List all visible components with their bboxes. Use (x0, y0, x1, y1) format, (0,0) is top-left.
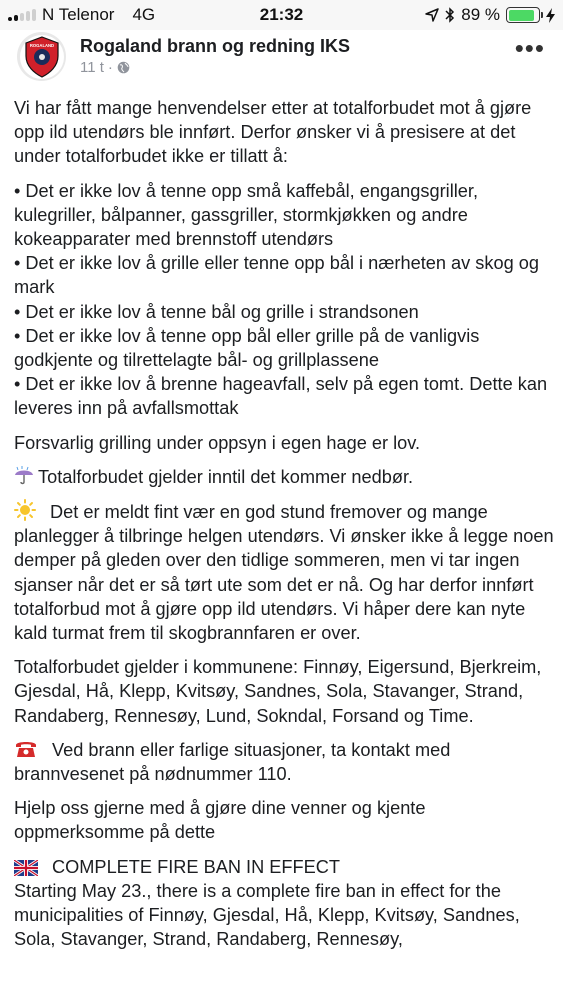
municipalities-paragraph: Totalforbudet gjelder i kommunene: Finnøy, Eigersund, Bjerkreim, Gjesdal, Hå, Klepp, Kvitsøy, Sandnes, Sola, Stavanger, Strand, Randaberg, Rennesøy, Lund, Sokndal, Forsand og Time. (14, 657, 542, 726)
uk-flag-icon (14, 860, 38, 876)
english-heading-line (14, 855, 554, 879)
more-options-button[interactable]: ••• (514, 33, 545, 63)
globe-icon (117, 61, 130, 74)
meta-separator: · (107, 59, 113, 76)
intro-paragraph: Vi har fått mange henvendelser etter at totalforbudet mot å gjøre opp ild utendørs ble innført. Derfor ønsker vi å presisere at det under totalforbudet ikke er tillatt å: (14, 98, 532, 167)
battery-percent: 89 % (461, 5, 500, 24)
sun-paragraph (14, 499, 554, 645)
umbrella-icon (14, 466, 34, 486)
bullet-item: • Det er ikke lov å tenne bål og grille i strandsonen (14, 301, 419, 322)
post-body (14, 96, 554, 952)
rain-text: Totalforbudet gjelder inntil det kommer nedbør. (38, 466, 414, 487)
carrier-name: N Telenor (42, 5, 115, 24)
fire-department-logo-icon (19, 34, 65, 80)
sun-text: Det er meldt fint vær en god stund fremover og mange planlegger å tilbringe helgen utendørs. Vi ønsker ikke å legge noen demper på gleden over den tidlige sommeren, men vi tar ingen sjanser når det er så tørt ute som det er nå. Og har derfor innført totalforbud mot å gjøre opp ild utendørs. Vi håper dere kan nyte kald turmat frem til skogbrannfaren er over. (14, 502, 554, 644)
bluetooth-icon (445, 7, 455, 23)
bullet-item: • Det er ikke lov å grille eller tenne opp bål i nærheten av skog og mark (14, 253, 540, 298)
network-type: 4G (132, 5, 156, 24)
bullet-item: • Det er ikke lov å tenne opp bål eller grille på de vanligvis godkjente og tilrettelagte bål- og grillplassene (14, 325, 480, 371)
post-header (0, 30, 563, 90)
battery-icon (506, 7, 540, 23)
grilling-note: Forsvarlig grilling under oppsyn i egen hage er lov. (14, 432, 421, 453)
rain-line (14, 465, 554, 489)
page-avatar[interactable] (17, 32, 66, 81)
charging-bolt-icon (546, 8, 555, 23)
bullet-item: • Det er ikke lov å brenne hageavfall, selv på egen tomt. Dette kan leveres inn på avfallsmottak (14, 374, 548, 419)
telephone-icon (14, 739, 38, 759)
phone-text: Ved brann eller farlige situasjoner, ta kontakt med brannvesenet på nødnummer 110. (14, 739, 451, 785)
status-bar (0, 0, 563, 30)
sun-icon (14, 499, 36, 521)
post-timestamp[interactable]: 11 t (80, 59, 104, 76)
bullet-item: • Det er ikke lov å tenne opp små kaffebål, engangsgriller, kulegriller, bålpanner, gassgriller, stormkjøkken og andre kokeapparater med brennstoff utendørs (14, 180, 479, 250)
logo-lettering: ROGALAND (29, 42, 54, 48)
post-meta (80, 59, 130, 76)
clock: 21:32 (259, 5, 304, 24)
status-right (425, 5, 555, 25)
share-paragraph: Hjelp oss gjerne med å gjøre dine venner og kjente oppmerksomme på dette (14, 798, 426, 843)
english-paragraph: Starting May 23., there is a complete fire ban in effect for the municipalities of Finnøy, Gjesdal, Hå, Klepp, Kvitsøy, Sandnes, Sola, Stavanger, Strand, Randaberg, Rennesøy, (14, 880, 520, 950)
english-heading: COMPLETE FIRE BAN IN EFFECT (52, 856, 340, 877)
phone-paragraph (14, 738, 554, 786)
location-arrow-icon (425, 8, 439, 22)
post-author[interactable]: Rogaland brann og redning IKS (80, 36, 350, 56)
